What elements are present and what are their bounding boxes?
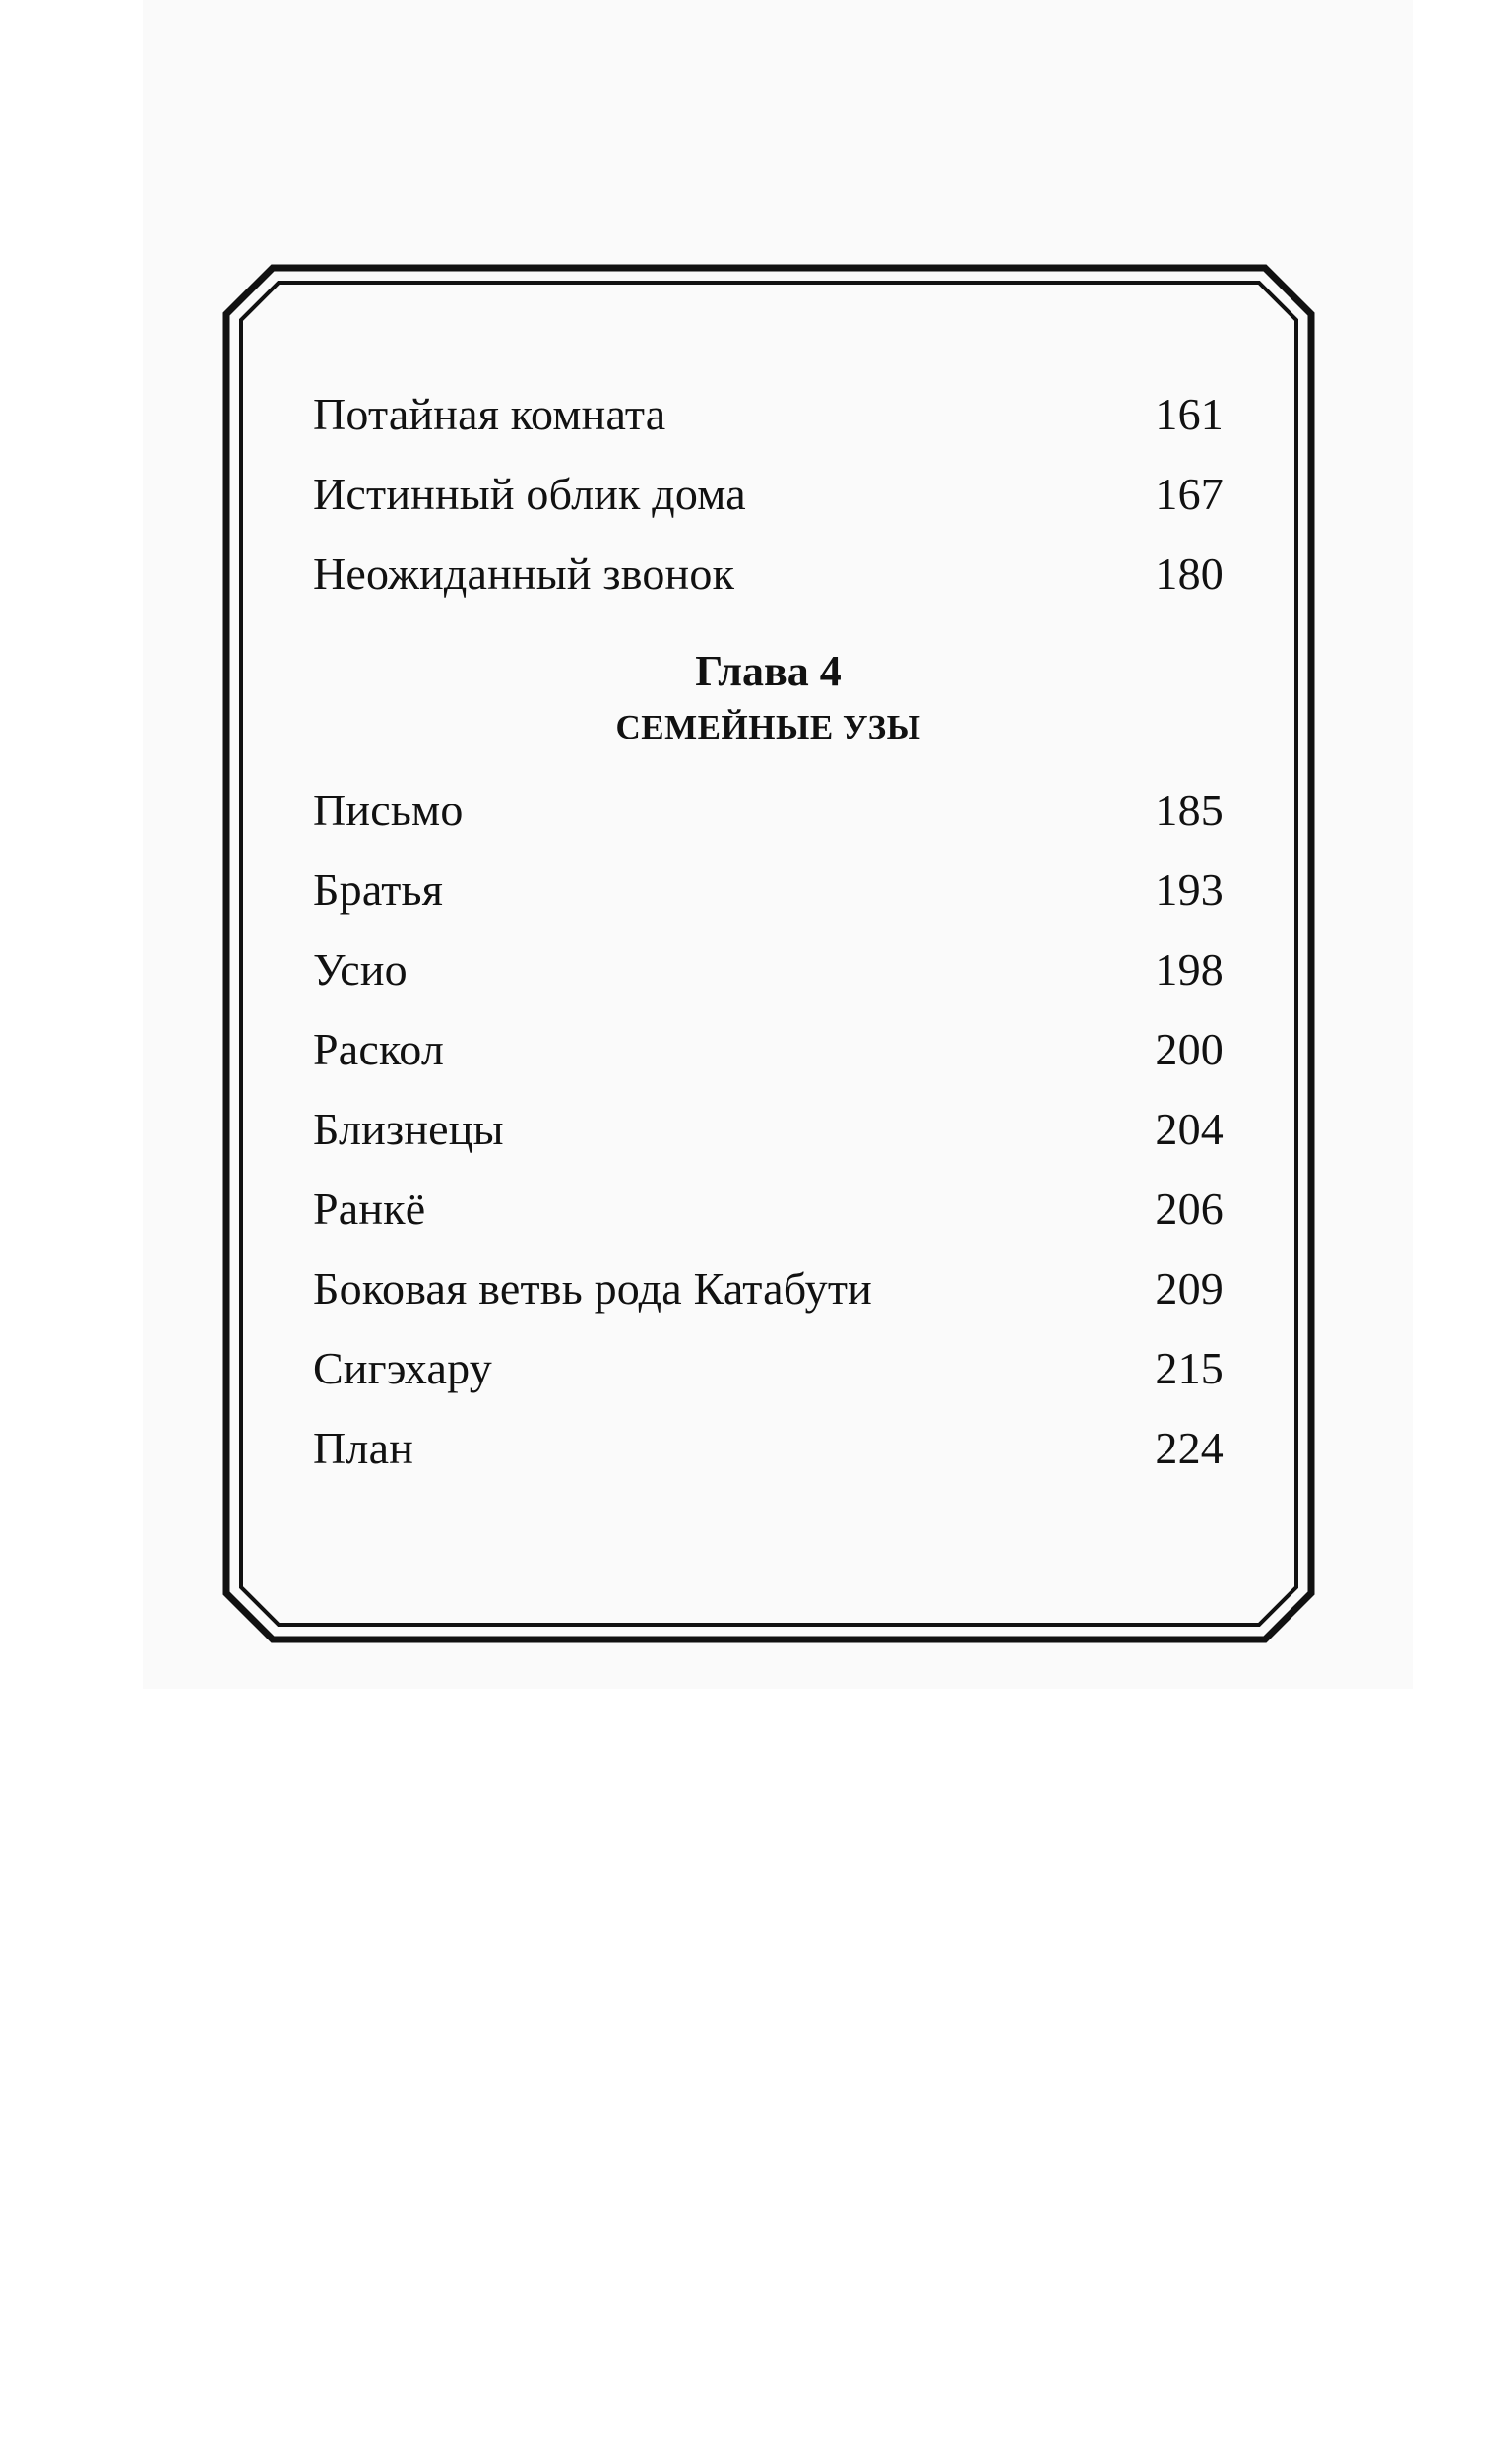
- toc-entry-page: 209: [1155, 1263, 1224, 1314]
- toc-entry-title: Ранкё: [313, 1184, 426, 1234]
- toc-entry-title: Братья: [313, 865, 444, 915]
- toc-entry-title: Усио: [313, 944, 408, 995]
- toc-entry-title: Близнецы: [313, 1104, 504, 1154]
- toc-entry-title: План: [313, 1423, 414, 1473]
- toc-entry-title: Истинный облик дома: [313, 469, 746, 519]
- toc-entry[interactable]: [313, 454, 1224, 534]
- toc-entry-page: 206: [1155, 1184, 1224, 1234]
- toc-entry-title: Потайная комната: [313, 389, 666, 439]
- toc-entry-page: 180: [1155, 548, 1224, 599]
- toc-entry-title: Боковая ветвь рода Катабути: [313, 1263, 872, 1314]
- toc-entry[interactable]: [313, 374, 1224, 454]
- toc-entry[interactable]: [313, 850, 1224, 930]
- chapter-heading: Глава 4: [695, 647, 842, 695]
- toc-entry-page: 185: [1155, 785, 1224, 835]
- toc-entry[interactable]: [313, 770, 1224, 850]
- toc-entry[interactable]: [313, 930, 1224, 1009]
- toc-entry-page: 193: [1155, 865, 1224, 915]
- toc-entry[interactable]: [313, 1089, 1224, 1169]
- toc-entry-page: 204: [1155, 1104, 1224, 1154]
- toc-entry-title: Письмо: [313, 785, 464, 835]
- toc-entry[interactable]: [313, 1408, 1224, 1488]
- toc-entry-page: 161: [1155, 389, 1224, 439]
- toc-entry[interactable]: [313, 1249, 1224, 1328]
- chapter-header: [313, 643, 1224, 755]
- toc-entry-page: 167: [1155, 469, 1224, 519]
- chapter-subheading: СЕМЕЙНЫЕ УЗЫ: [615, 708, 921, 746]
- toc-entry-page: 215: [1155, 1343, 1224, 1393]
- toc-entry-title: Неожиданный звонок: [313, 548, 735, 599]
- table-of-contents: [313, 374, 1224, 1488]
- toc-entry-page: 224: [1155, 1423, 1224, 1473]
- toc-entry[interactable]: [313, 1169, 1224, 1249]
- toc-entry[interactable]: [313, 534, 1224, 613]
- toc-entry[interactable]: [313, 1328, 1224, 1408]
- toc-entry-page: 200: [1155, 1024, 1224, 1074]
- toc-entry[interactable]: [313, 1009, 1224, 1089]
- toc-entry-title: Раскол: [313, 1024, 444, 1074]
- toc-entry-title: Сигэхару: [313, 1343, 492, 1393]
- toc-entry-page: 198: [1155, 944, 1224, 995]
